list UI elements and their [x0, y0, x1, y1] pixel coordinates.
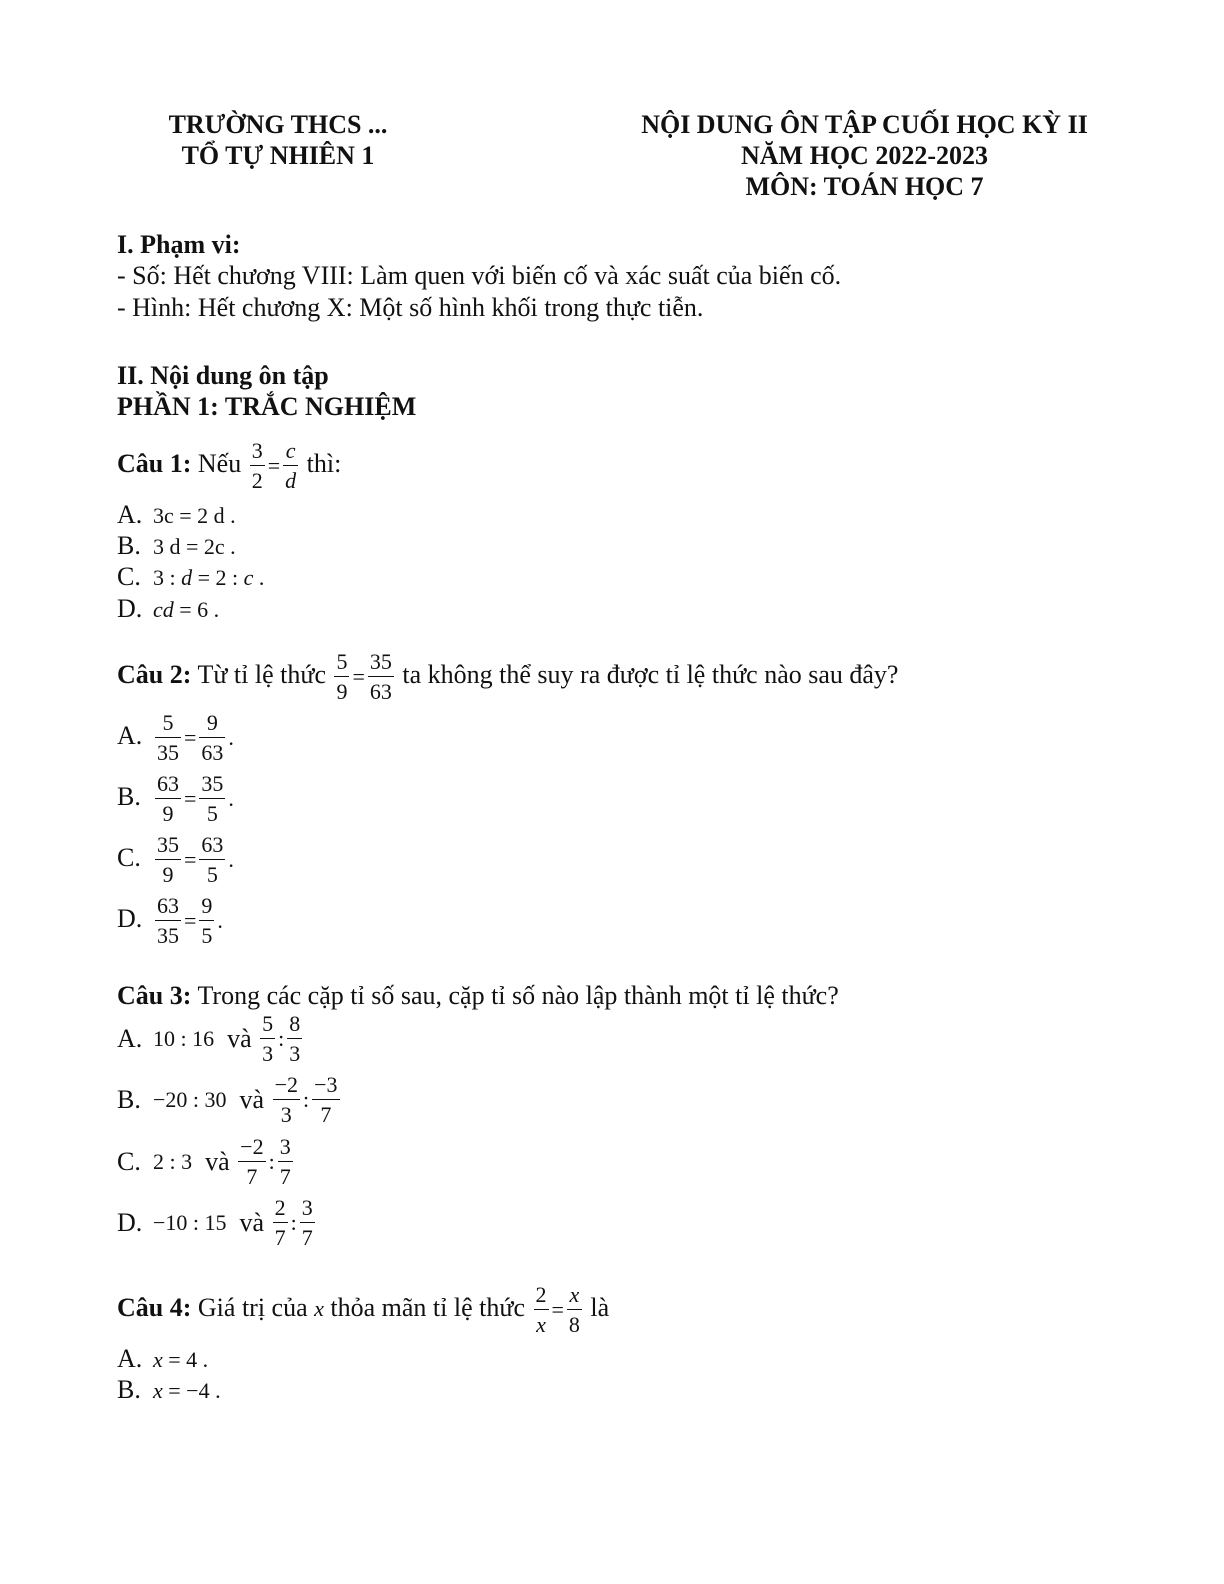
- connector: và: [227, 1024, 252, 1053]
- school-year: NĂM HỌC 2022-2023: [741, 141, 988, 170]
- ratio: 2 : 3: [153, 1149, 193, 1174]
- fraction: [283, 440, 298, 492]
- subject: MÔN: TOÁN HỌC 7: [745, 172, 984, 201]
- content-heading: II. Nội dung ôn tập: [117, 361, 329, 390]
- question-4: Câu 4: Giá trị của x thỏa mãn tỉ lệ thức $\frac{2}{x}$ = $\frac{x}{8}$ là: [117, 1282, 610, 1337]
- school-name: TRƯỜNG THCS ...: [168, 110, 388, 139]
- question-label: Câu 3:: [117, 981, 192, 1010]
- scope-line-1: - Số: Hết chương VIII: Làm quen với biến cố và xác suất của biến cố.: [117, 261, 842, 290]
- fraction: $\frac{9}{5}$: [201, 893, 213, 948]
- option-a[interactable]: A. 10 : 16 và $\frac{5}{3}$ : $\frac{8}{3}$: [117, 1011, 301, 1066]
- option-d[interactable]: D. −10 : 15 và $\frac{2}{7}$ : $\frac{3}{7}$: [117, 1195, 313, 1250]
- fraction: $\frac{x}{8}$: [568, 1282, 580, 1337]
- document-title: NỘI DUNG ÔN TẬP CUỐI HỌC KỲ II: [641, 110, 1088, 139]
- fraction: $\frac{5}{9}$: [336, 649, 348, 704]
- question-label: Câu 1:: [117, 448, 192, 478]
- question-label: Câu 2:: [117, 659, 192, 689]
- fraction: $\frac{8}{3}$: [289, 1011, 301, 1066]
- scope-heading: I. Phạm vi:: [117, 230, 241, 259]
- option-label: D.: [117, 1208, 143, 1237]
- option-c[interactable]: C. $\frac{35}{9}$ = $\frac{63}{5}$ .: [117, 832, 234, 887]
- fraction: $\frac{35}{5}$: [201, 771, 224, 826]
- fraction: $\frac{3}{7}$: [301, 1195, 313, 1250]
- option-label: B.: [117, 1085, 141, 1114]
- option-a[interactable]: A. $\frac{5}{35}$ = $\frac{9}{63}$ .: [117, 710, 234, 765]
- option-label: D.: [117, 903, 143, 933]
- fraction: $\frac{35}{63}$: [369, 649, 392, 704]
- question-1: Câu 1: Nếu $\frac{3}{2}$ = $\frac{c}{d}$ thì:: [117, 438, 342, 493]
- connector: và: [239, 1085, 265, 1114]
- fraction: $\frac{-3}{7}$: [314, 1072, 338, 1127]
- option-c[interactable]: C. 2 : 3 và $\frac{-2}{7}$ : $\frac{3}{7}$: [117, 1134, 291, 1189]
- connector: và: [239, 1208, 265, 1237]
- denominator: d: [285, 468, 297, 493]
- option-label: A.: [117, 1344, 143, 1373]
- question-text: thỏa mãn tỉ lệ thức: [330, 1292, 525, 1322]
- fraction: $\frac{-2}{3}$: [274, 1072, 298, 1127]
- fraction: $\frac{2}{x}$: [535, 1282, 547, 1337]
- numerator: 3: [250, 440, 265, 466]
- scope-line-2: - Hình: Hết chương X: Một số hình khối trong thực tiễn.: [117, 293, 704, 322]
- connector: và: [205, 1147, 230, 1176]
- option-b[interactable]: B. −20 : 30 và $\frac{-2}{3}$ : $\frac{-3}{7}$: [117, 1072, 338, 1127]
- option-a[interactable]: [117, 502, 236, 528]
- ratio: −10 : 15: [153, 1210, 227, 1235]
- option-a[interactable]: [117, 1346, 208, 1372]
- question-text: Nếu: [197, 448, 242, 478]
- option-d[interactable]: D. $\frac{63}{35}$ = $\frac{9}{5}$ .: [117, 893, 223, 948]
- option-label: A.: [117, 500, 143, 529]
- fraction: $\frac{2}{7}$: [274, 1195, 286, 1250]
- option-d[interactable]: [117, 596, 219, 622]
- fraction: $\frac{3}{7}$: [279, 1134, 291, 1189]
- question-text: Trong các cặp tỉ số sau, cặp tỉ số nào lập thành một tỉ lệ thức?: [197, 981, 839, 1010]
- part-1-heading: PHẦN 1: TRẮC NGHIỆM: [117, 392, 417, 421]
- fraction: $\frac{63}{35}$: [157, 893, 179, 948]
- question-text: Giá trị của: [197, 1292, 308, 1322]
- fraction: [250, 440, 265, 492]
- option-text: x = 4 .: [153, 1347, 209, 1372]
- denominator: 2: [251, 468, 263, 493]
- question-text: ta không thể suy ra được tỉ lệ thức nào sau đây?: [402, 659, 899, 689]
- question-2: Câu 2: Từ tỉ lệ thức $\frac{5}{9}$ = $\frac{35}{63}$ ta không thể suy ra được tỉ lệ thức nào sau đây?: [117, 649, 899, 704]
- fraction: $\frac{5}{35}$: [157, 710, 179, 765]
- option-b[interactable]: [117, 533, 236, 559]
- option-label: A.: [117, 1024, 143, 1053]
- question-label: Câu 4:: [117, 1292, 192, 1322]
- fraction: $\frac{63}{9}$: [157, 771, 179, 826]
- option-label: B.: [117, 781, 141, 811]
- option-text: 3 d = 2c .: [153, 534, 236, 559]
- fraction: $\frac{5}{3}$: [262, 1011, 274, 1066]
- option-label: A.: [117, 720, 143, 750]
- option-b[interactable]: B. $\frac{63}{9}$ = $\frac{35}{5}$ .: [117, 771, 234, 826]
- option-label: D.: [117, 594, 143, 623]
- option-label: C.: [117, 562, 141, 591]
- ratio: −20 : 30: [153, 1087, 227, 1112]
- option-text: cd = 6 .: [153, 597, 220, 622]
- question-text: Từ tỉ lệ thức: [197, 659, 326, 689]
- option-c[interactable]: [117, 564, 264, 590]
- fraction: $\frac{63}{5}$: [201, 832, 224, 887]
- option-label: C.: [117, 842, 141, 872]
- option-label: C.: [117, 1147, 141, 1176]
- option-text: 3 : d = 2 : c .: [153, 565, 265, 590]
- ratio: 10 : 16: [153, 1026, 215, 1051]
- fraction: $\frac{9}{63}$: [201, 710, 224, 765]
- department-name: TỔ TỰ NHIÊN 1: [181, 141, 375, 170]
- option-b[interactable]: [117, 1377, 221, 1403]
- question-text: thì:: [306, 448, 342, 478]
- option-label: B.: [117, 1375, 141, 1404]
- numerator: c: [283, 440, 298, 466]
- option-label: B.: [117, 531, 141, 560]
- option-text: 3c = 2 d .: [153, 503, 236, 528]
- option-text: x = −4 .: [153, 1378, 221, 1403]
- fraction: $\frac{35}{9}$: [157, 832, 179, 887]
- fraction: $\frac{-2}{7}$: [240, 1134, 264, 1189]
- question-text: là: [590, 1292, 610, 1322]
- question-3: [117, 983, 839, 1009]
- variable: x: [314, 1295, 324, 1321]
